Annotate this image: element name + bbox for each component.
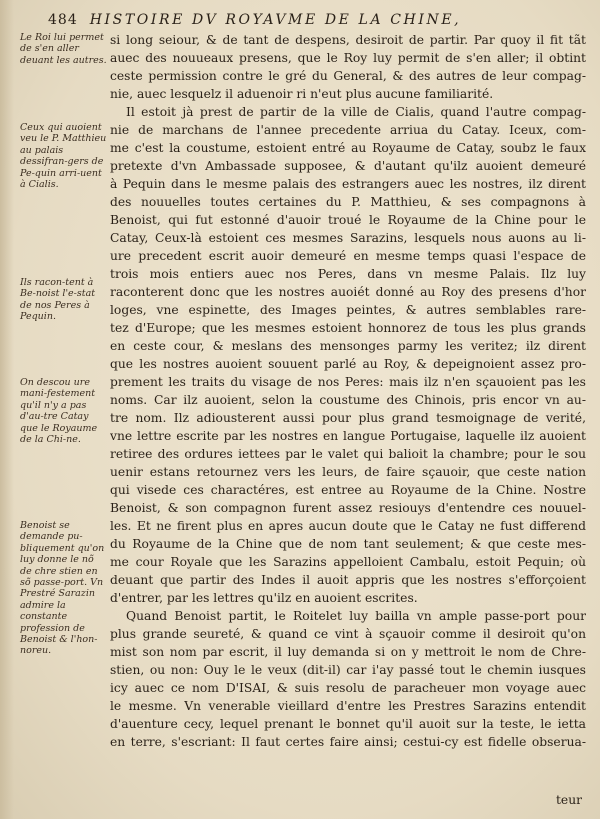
- text-line: d'entrer, par les lettres qu'ilz en auoient escrites.: [110, 591, 418, 605]
- text-line: stien, ou non: Ouy le le veux (dit-il) car i'ay passé tout le chemin iusques: [110, 663, 586, 677]
- text-line: le mesme. Vn venerable vieillard d'entre les Prestres Sarazins entendit: [110, 699, 586, 713]
- text-line: Quand Benoist partit, le Roitelet luy bailla vn ample passe-port pour: [126, 609, 586, 623]
- text-line: prement les traits du visage de nos Peres: mais ilz n'en sçauoient pas les: [110, 375, 586, 389]
- margin-note: Ceux qui auoient veu le P. Matthieu au palais dessifran-gers de Pe-quin arri-uent à Cialis.: [20, 122, 107, 191]
- catchword: teur: [555, 793, 582, 807]
- body-text: [110, 32, 586, 792]
- text-line: me cour Royale que les Sarazins appelloient Cambalu, estoit Pequin; où: [110, 555, 586, 569]
- margin-note: Ils racon-tent à Be-noist l'e-stat de nos Peres à Pequin.: [20, 277, 96, 323]
- text-line: en ceste cour, & meslans des mensonges parmy les veritez; ilz dirent: [110, 339, 586, 353]
- text-line: que les nostres auoient souuent parlé au Roy, & depeignoient assez pro-: [110, 357, 586, 371]
- text-line: auec des nouueaux presens, que le Roy luy permit de s'en aller; il obtint: [110, 51, 586, 65]
- text-line: en terre, s'escriant: Il faut certes faire ainsi; cestui-cy est fidelle obserua-: [110, 735, 586, 749]
- text-line: si long seiour, & de tant de despens, desiroit de partir. Par quoy il fit tãt: [110, 33, 586, 47]
- text-line: me c'est la coustume, estoient entré au Royaume de Catay, soubz le faux: [110, 141, 586, 155]
- text-line: uenir estans retournez vers les leurs, de faire sçauoir, que ceste nation: [110, 465, 586, 479]
- text-line: retiree des ordures iettees par le valet qui balioit la chambre; pour le sou: [110, 447, 586, 461]
- running-head: [48, 12, 588, 32]
- text-line: du Royaume de la Chine que de nom tant seulement; & que ceste mes-: [110, 537, 586, 551]
- running-title: HISTOIRE DV ROYAVME DE LA CHINE,: [89, 12, 462, 28]
- text-line: Catay, Ceux-là estoient ces mesmes Sarazins, lesquels nous auons au li-: [110, 231, 586, 245]
- margin-note: On descou ure mani-festement qu'il n'y a pas d'au-tre Catay que le Royaume de la Chi-ne.: [20, 377, 98, 446]
- text-line: icy auec ce nom D'ISAI, & suis resolu de paracheuer mon voyage auec: [110, 681, 586, 695]
- text-line: trois mois entiers auec nos Peres, dans vn mesme Palais. Ilz luy: [110, 267, 586, 281]
- text-line: deuant que partir des Indes il auoit appris que les nostres s'efforçoient: [110, 573, 586, 587]
- text-line: noms. Car ilz auoient, selon la coustume des Chinois, pris encor vn au-: [110, 393, 586, 407]
- text-line: plus grande seureté, & quand ce vint à sçauoir comme il desiroit qu'on: [110, 627, 586, 641]
- text-line: loges, vne espinette, des Images peintes, & autres semblables rare-: [110, 303, 586, 317]
- text-line: ure precedent escrit auoir demeuré en mesme temps quasi l'espace de: [110, 249, 586, 263]
- page-gutter-shadow: [0, 0, 14, 819]
- text-line: d'auenture cecy, lequel prenant le bonnet qu'il auoit sur la teste, le ietta: [110, 717, 586, 731]
- page-number: 484: [48, 12, 78, 28]
- text-line: tre nom. Ilz adiousterent aussi pour plus grand tesmoignage de verité,: [110, 411, 586, 425]
- text-line: nie, auec lesquelz il aduenoir ri n'eut plus aucune familiarité.: [110, 87, 494, 101]
- text-line: vne lettre escrite par les nostres en langue Portugaise, laquelle ilz auoient: [110, 429, 586, 443]
- text-line: pretexte d'vn Ambassade supposee, & d'autant qu'ilz auoient demeuré: [110, 159, 586, 173]
- text-line: tez d'Europe; que les mesmes estoient honnorez de tous les plus grands: [110, 321, 586, 335]
- text-line: les. Et ne firent plus en apres aucun doute que le Catay ne fust differend: [110, 519, 586, 533]
- margin-note: Le Roi lui permet de s'en aller deuant les autres.: [20, 32, 107, 66]
- margin-notes: [20, 32, 108, 802]
- text-line: des nouuelles toutes certaines du P. Matthieu, & ses compagnons à: [110, 195, 586, 209]
- text-line: à Pequin dans le mesme palais des estrangers auec les nostres, ilz dirent: [110, 177, 586, 191]
- text-line: Benoist, qui fut estonné d'auoir troué le Royaume de la Chine pour le: [110, 213, 586, 227]
- text-line: mist son nom par escrit, il luy demanda si on y mettroit le nom de Chre-: [110, 645, 586, 659]
- text-line: qui visede ces charactéres, est entree au Royaume de la Chine. Nostre: [110, 483, 586, 497]
- text-line: Benoist, & son compagnon furent assez resiouys d'entendre ces nouuel-: [110, 501, 586, 515]
- text-line: nie de marchans de l'annee precedente arriua du Catay. Iceux, com-: [110, 123, 586, 137]
- text-line: raconterent donc que les nostres auoiét donné au Roy des presens d'hor: [110, 285, 586, 299]
- margin-note: Benoist se demande pu-bliquement qu'on luy donne le nõ de chre stien en sõ passe-port. Vn Prestré Sarazin admire la constante profession de Benoist & l'hon-noreu.: [20, 520, 105, 657]
- text-line: Il estoit jà prest de partir de la ville de Cialis, quand l'autre compag-: [126, 105, 586, 119]
- text-line: ceste permission contre le gré du General, & des autres de leur compag-: [110, 69, 586, 83]
